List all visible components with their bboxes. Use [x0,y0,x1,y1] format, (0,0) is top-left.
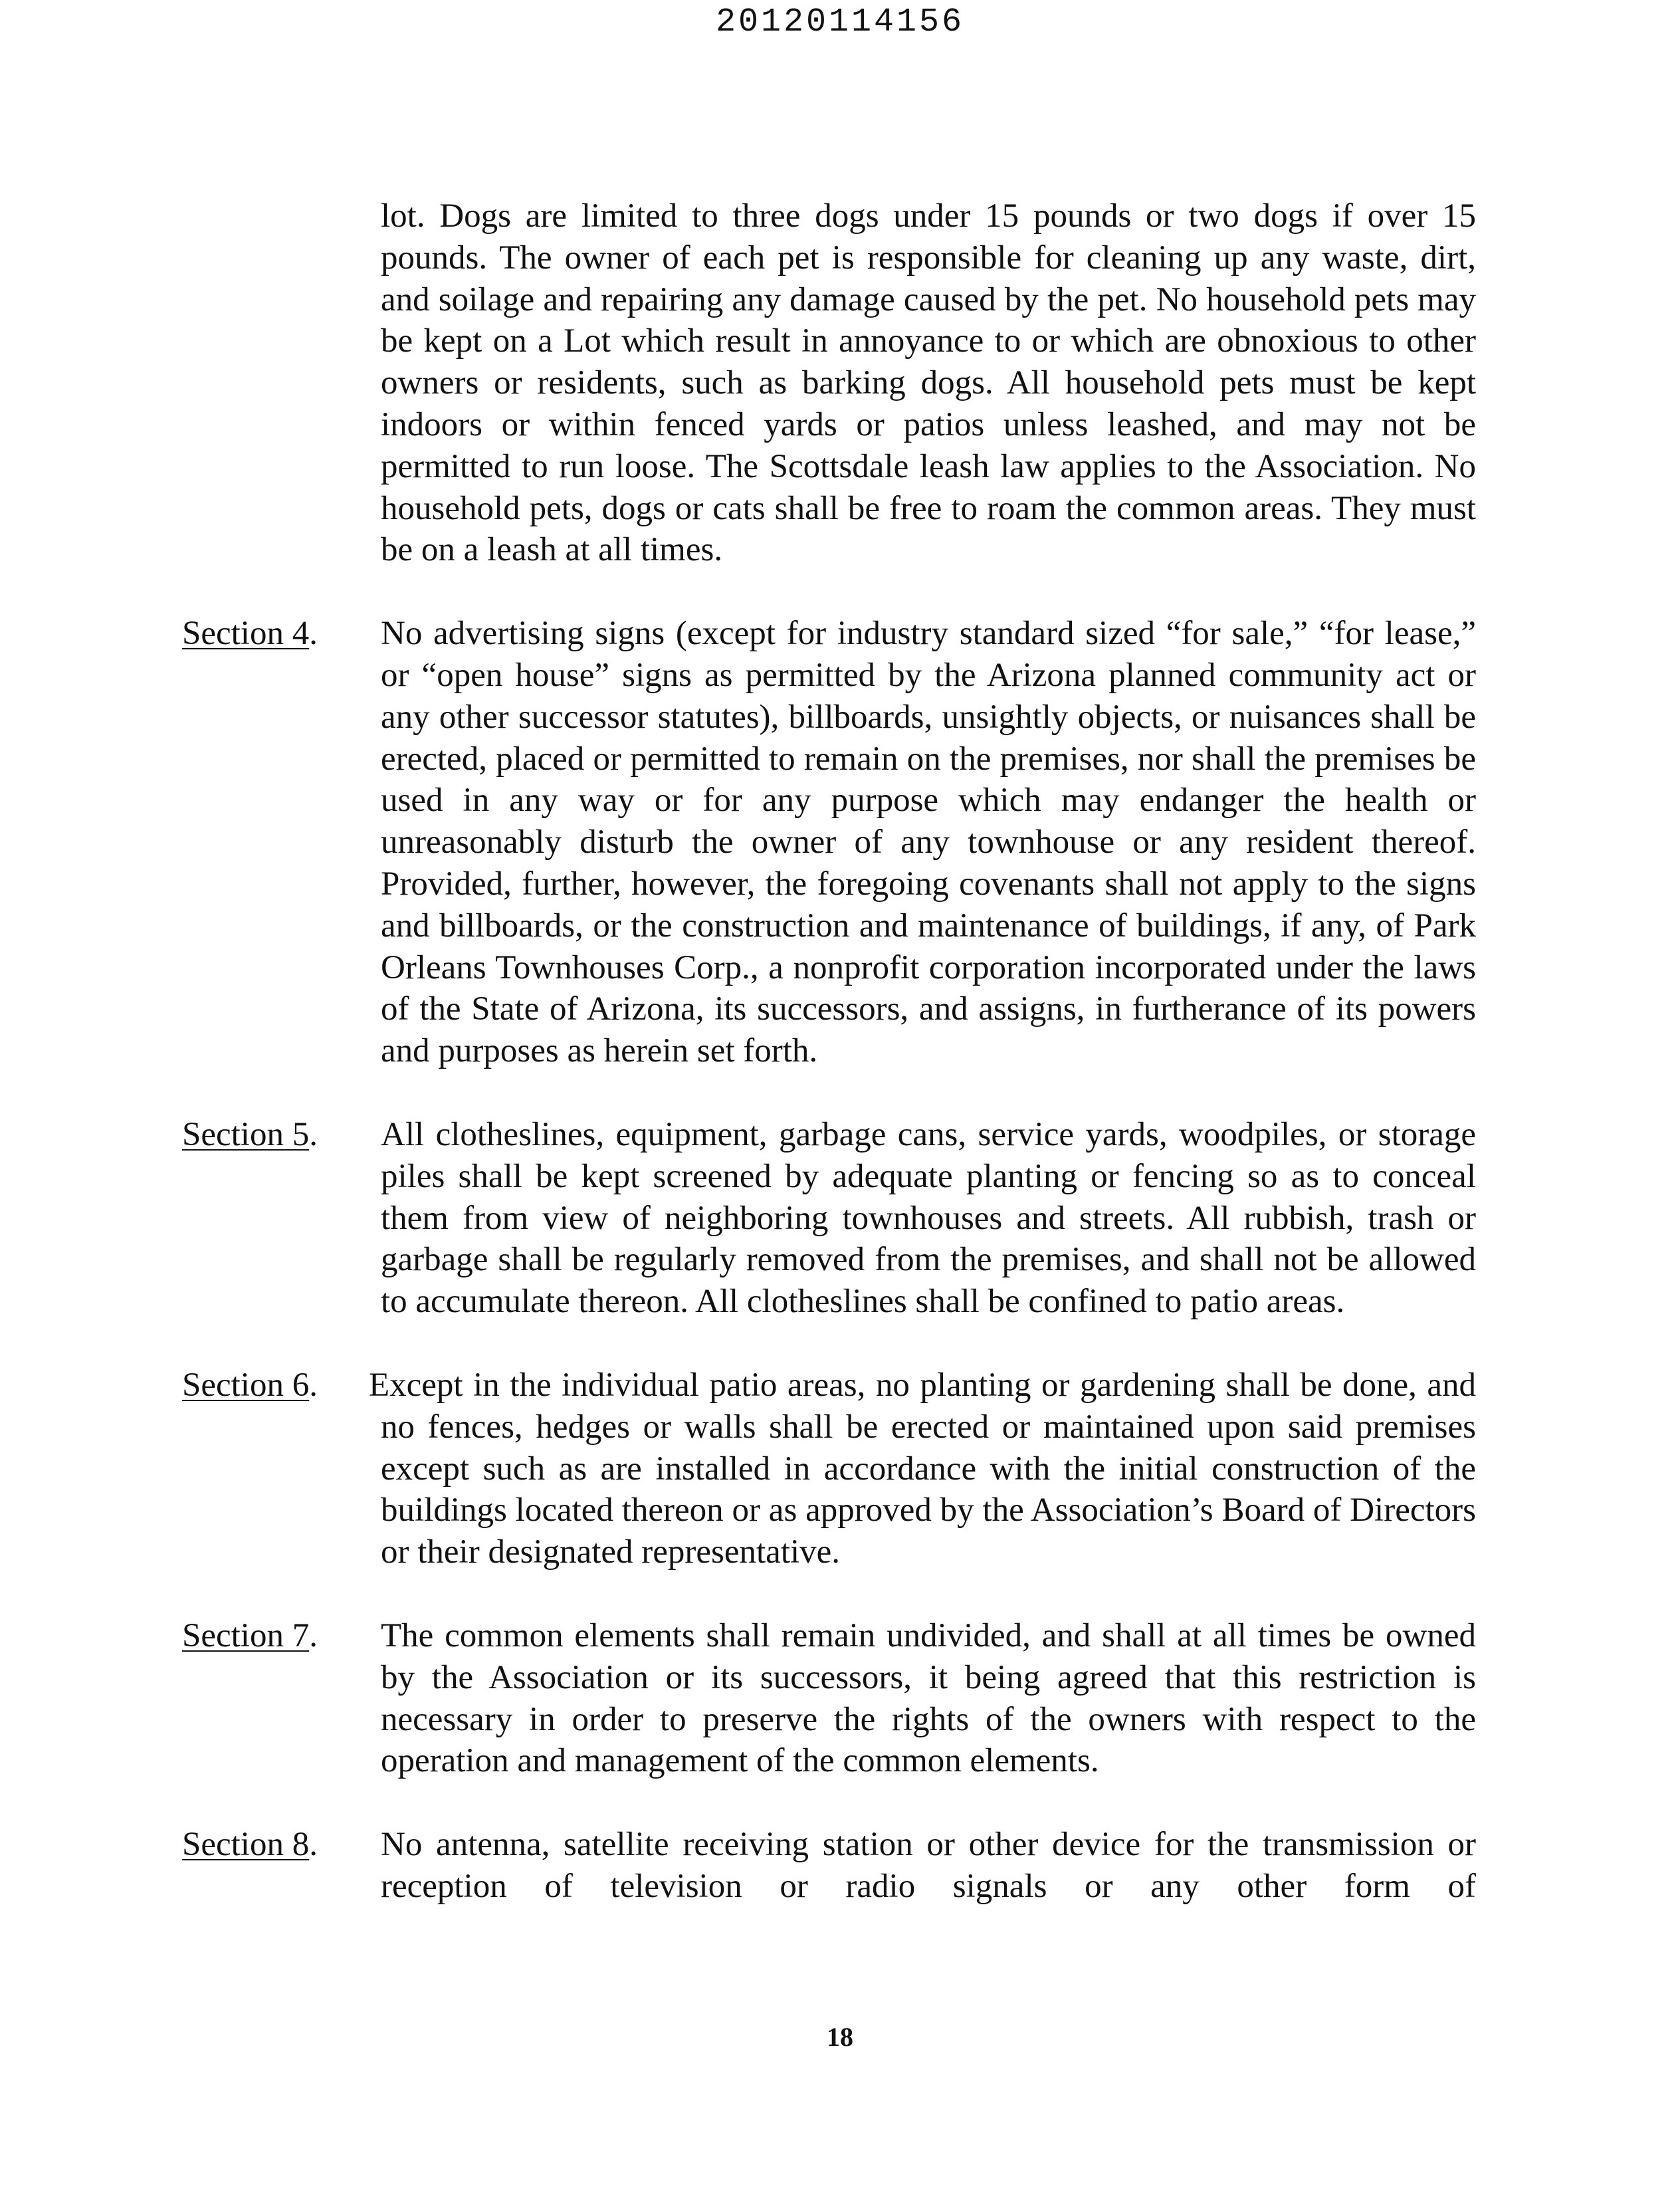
section-7 [0,1615,1680,1782]
page-number: 18 [827,2022,853,2052]
section-7-text: The common elements shall remain undivided, and shall at all times be owned by the Association or its successors, it being agreed that this restriction is necessary in order to preserve the rights of the owners with respect to the operation and management of the common elements. [381,1616,1476,1780]
document-number: 20120114156 [715,3,965,41]
section-4-text: No advertising signs (except for industry standard sized “for sale,” “for lease,” or “open house” signs as permitted by the Arizona planned community act or any other successor statutes), billboards, unsightly objects, or nuisances shall be erected, placed or permitted to remain on the premises, nor shall the premises be used in any way or for any purpose which may endanger the health or unreasonably disturb the owner of any townhouse or any resident thereof. Provided, further, however, the foregoing covenants shall not apply to the signs and billboards, or the construction and maintenance of buildings, if any, of Park Orleans Townhouses Corp., a nonprofit corporation incorporated under the laws of the State of Arizona, its successors, and assigns, in furtherance of its powers and purposes as herein set forth. [381,615,1476,1070]
section-4-label-text: Section 4 [182,615,310,653]
section-7-label-text: Section 7 [182,1616,310,1654]
section-8-label-text: Section 8 [182,1826,310,1864]
section-5-label: Section 5. [182,1115,318,1153]
section-7-label: Section 7. [182,1616,318,1654]
section-8-text: No antenna, satellite receiving station or other device for the transmission or reception of television or radio signals or any other form of [381,1826,1476,1905]
section-8 [0,1824,1680,1908]
section-6-text: Except in the individual patio areas, no planting or gardening shall be done, and no fences, hedges or walls shall be erected or maintained upon said premises except such as are installed in accordance with the initial construction of the buildings located thereon or as approved by the Association’s Board of Directors or their designated representative. [369,1366,1476,1571]
page-body [0,195,1680,1949]
section-5-text: All clotheslines, equipment, garbage cans, service yards, woodpiles, or storage piles shall be kept screened by adequate planting or fencing so as to conceal them from view of neighboring townhouses and streets. All rubbish, trash or garbage shall be regularly removed from the premises, and shall not be allowed to accumulate thereon. All clotheslines shall be confined to patio areas. [381,1115,1476,1321]
section-4 [0,613,1680,1072]
section-4-label: Section 4. [182,615,318,653]
section-6-label: Section 6. [182,1366,318,1404]
section-5 [0,1114,1680,1323]
section-6 [0,1365,1680,1573]
intro-paragraph [0,195,1680,571]
intro-text: lot. Dogs are limited to three dogs under 15 pounds or two dogs if over 15 pounds. The owner of each pet is responsible for cleaning up any waste, dirt, and soilage and repairing any damage caused by the pet. No household pets may be kept on a Lot which result in annoyance to or which are obnoxious to other owners or residents, such as barking dogs. All household pets must be kept indoors or within fenced yards or patios unless leashed, and may not be permitted to run loose. The Scottsdale leash law applies to the Association. No household pets, dogs or cats shall be free to roam the common areas. They must be on a leash at all times. [381,197,1476,569]
section-5-label-text: Section 5 [182,1115,310,1153]
section-6-label-text: Section 6 [182,1366,310,1404]
section-8-label: Section 8. [182,1826,318,1864]
